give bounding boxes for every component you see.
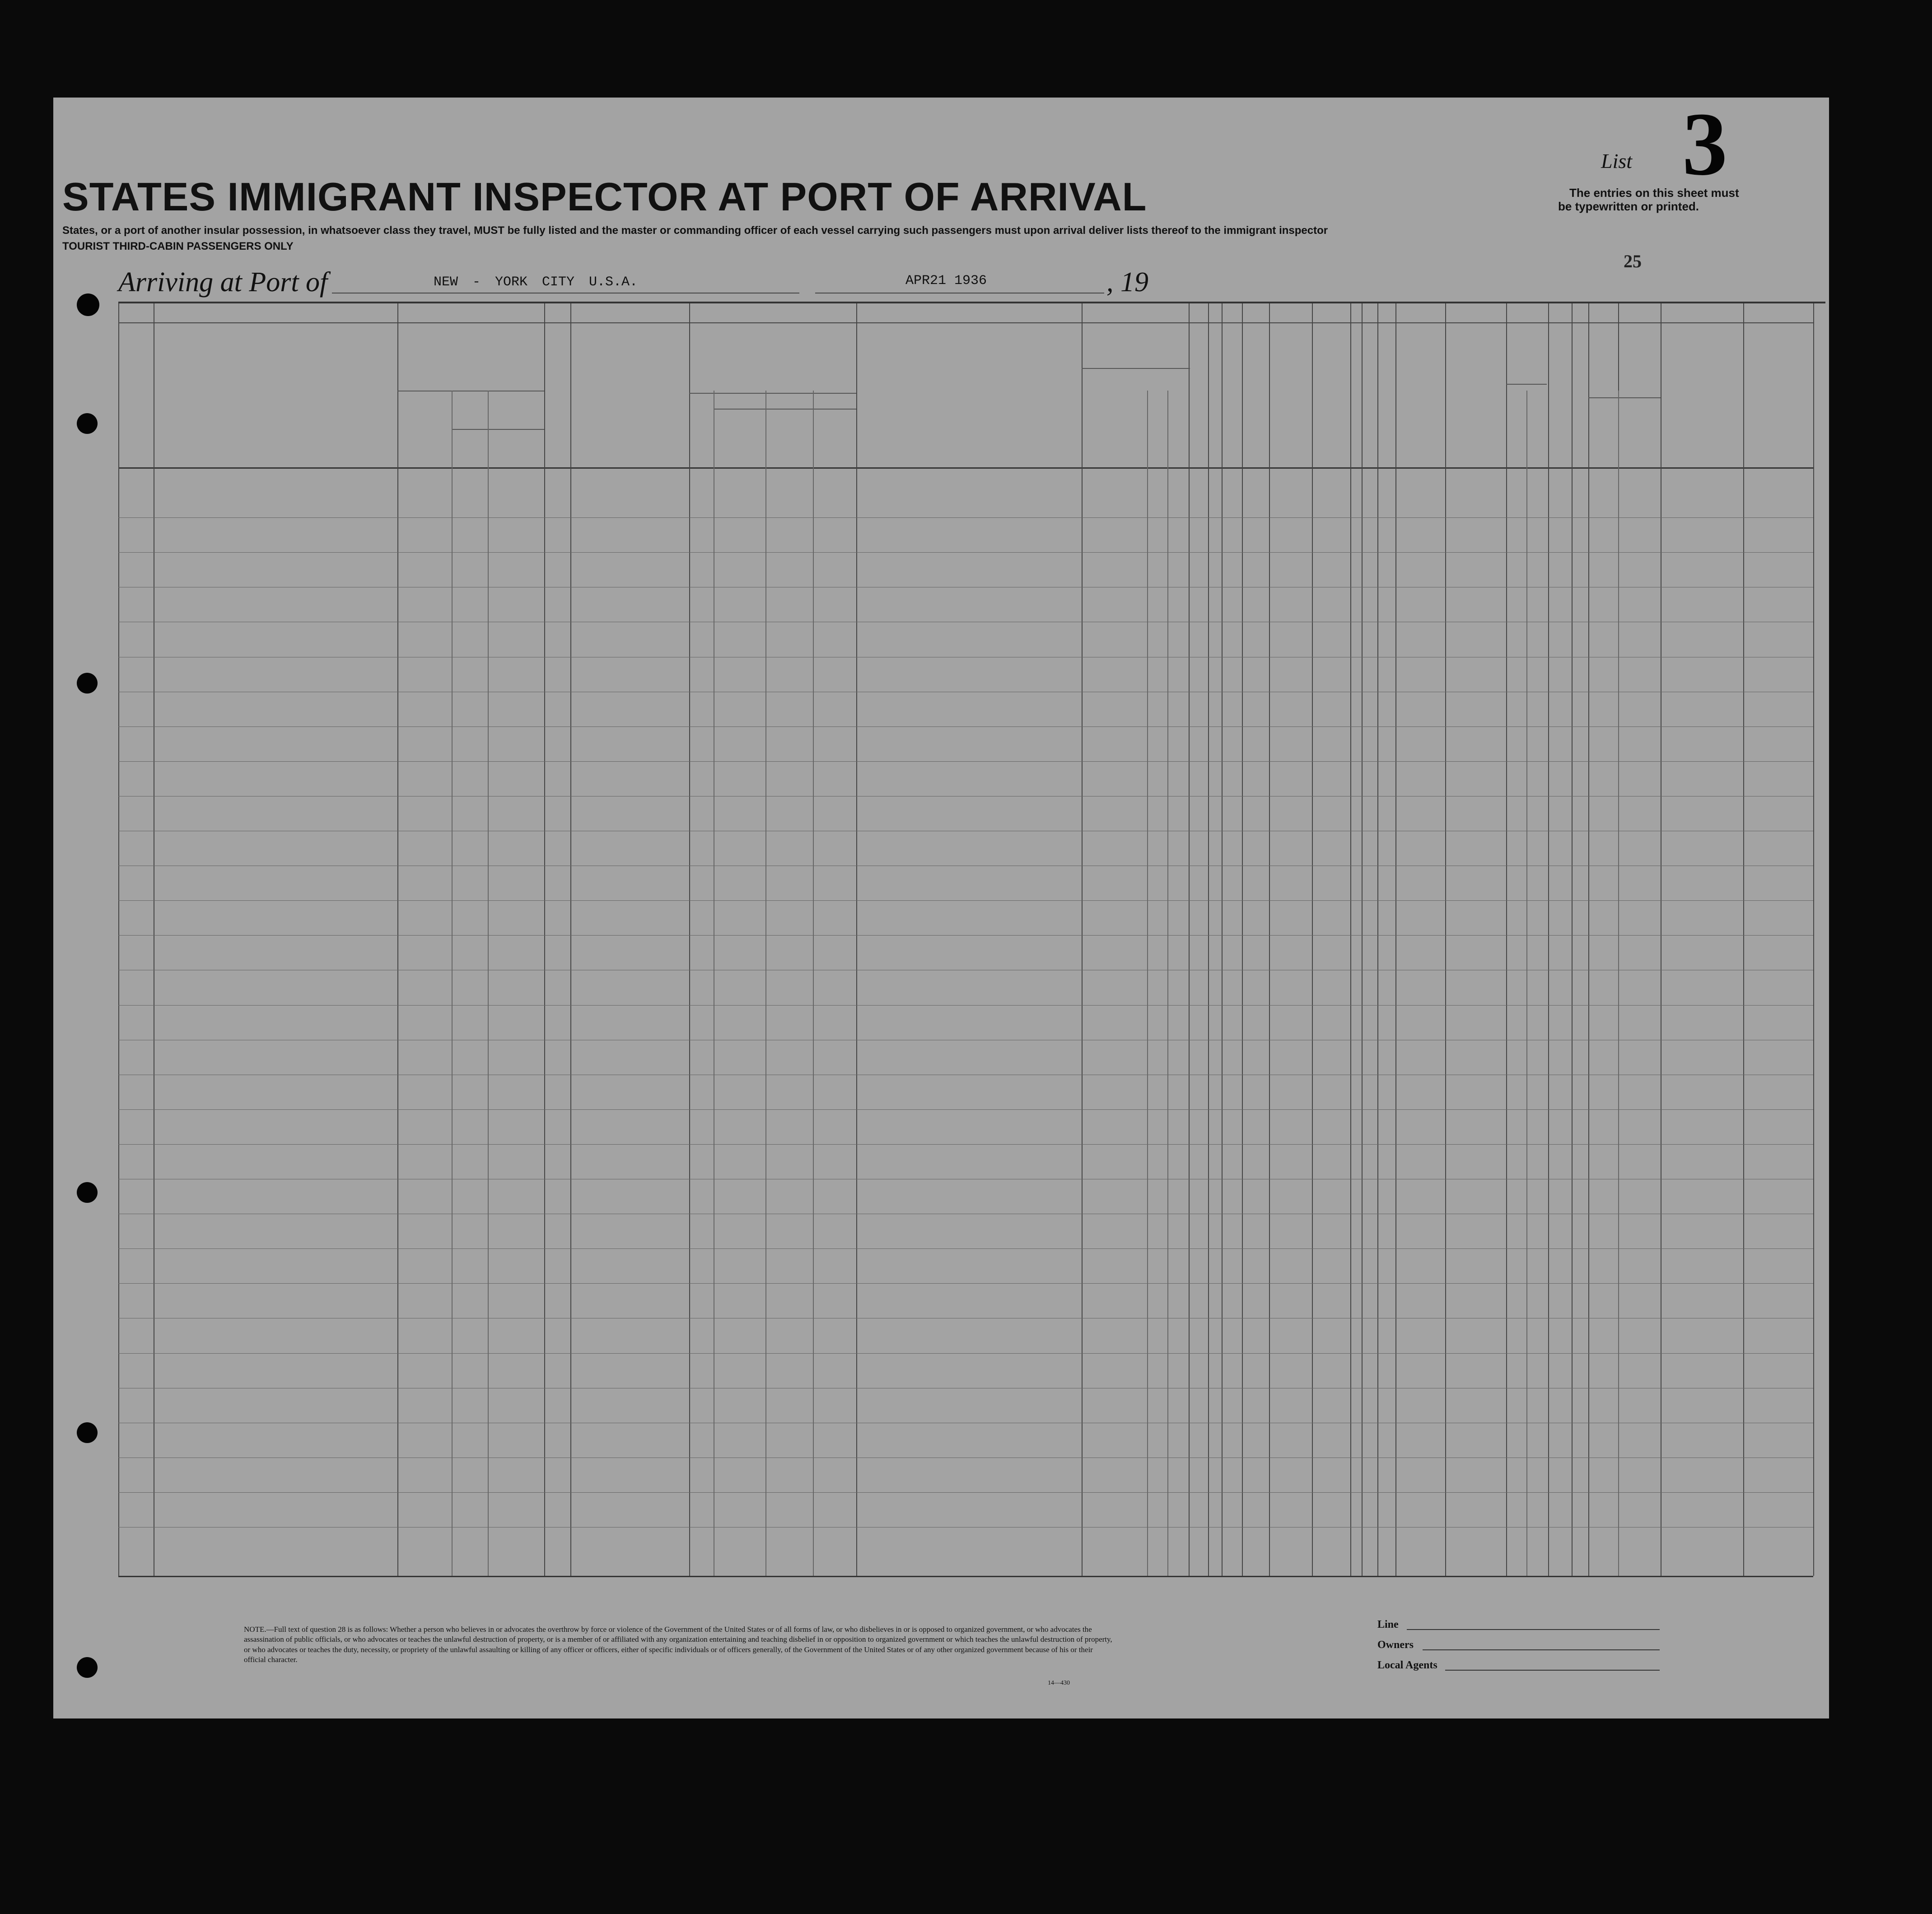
column-rule (1312, 303, 1313, 1576)
subcolumn-rule (813, 391, 814, 1576)
subheader-rule (452, 429, 544, 430)
column-rule (570, 303, 571, 1576)
column-rule (1572, 303, 1573, 1576)
row-rule (118, 1144, 1813, 1145)
row-rule (118, 1109, 1813, 1110)
subcolumn-rule (1618, 391, 1619, 1576)
subheader-rule (1588, 397, 1661, 398)
column-rule (1743, 303, 1744, 1576)
column-rule (544, 303, 545, 1576)
row-rule (118, 1283, 1813, 1284)
column-rule (1377, 303, 1378, 1576)
column-rule (1395, 303, 1396, 1576)
subcolumn-rule (452, 391, 453, 1576)
column-rule (1362, 303, 1363, 1576)
subcolumn-rule (488, 391, 489, 1576)
line-label: Line (1377, 1619, 1399, 1630)
form-title: STATES IMMIGRANT INSPECTOR AT PORT OF ARRIVAL (62, 174, 1147, 219)
column-rule (1548, 303, 1549, 1576)
column-rule (1506, 303, 1507, 1576)
column-rule (397, 303, 398, 1576)
typewritten-note: be typewritten or printed. (1558, 200, 1699, 213)
column-rule (1813, 303, 1814, 1576)
subcolumn-rule (1526, 391, 1527, 1576)
row-rule (118, 1492, 1813, 1493)
subcolumn-rule (1167, 391, 1168, 1576)
port-value: NEW - YORK CITY U.S.A. (434, 275, 638, 290)
column-rule (1189, 303, 1190, 1576)
local-agents-label: Local Agents (1377, 1659, 1437, 1671)
arriving-label: Arriving at Port of (118, 267, 328, 298)
instruction-text: States, or a port of another insular possession, in whatsoever class they travel, MUST be fully listed and the master or commanding officer of each vessel carrying such passengers must upon arrival deliver lists thereof to the immigrant inspector (62, 224, 1328, 237)
row-rule (118, 552, 1813, 553)
subheader-rule (1082, 368, 1190, 369)
subheader-rule (1506, 384, 1547, 385)
table-rule (118, 1576, 1813, 1577)
year-label: , 19 (1106, 267, 1148, 298)
row-rule (118, 935, 1813, 936)
table-rule (118, 322, 1813, 323)
owners-label: Owners (1377, 1639, 1414, 1651)
column-rule (1222, 303, 1223, 1576)
date-value: APR21 1936 (905, 273, 987, 289)
row-rule (118, 761, 1813, 762)
row-rule (118, 517, 1813, 518)
column-rule (1350, 303, 1351, 1576)
row-rule (118, 900, 1813, 901)
typewritten-note: The entries on this sheet must (1569, 186, 1739, 200)
form-code: 14—430 (1048, 1680, 1070, 1686)
owners-field (1423, 1649, 1660, 1650)
question-28-footnote: NOTE.—Full text of question 28 is as follows: Whether a person who believes in or advocates the overthrow by force or violence of the Government of the United States or of all forms of law, or who disbelieves in or is opposed to organized government, or who advocates the assassination of public officials, or who advocates or teaches the unlawful destruction of property, or is a member of or affiliated with any organization entertaining and teaching disbelief in or opposition to organized government or which teaches the unlawful destruction of property, or who advocates or teaches the duty, necessity, or propriety of the unlawful assaulting or killing of any officer or officers, either of specific individuals or of officers generally, of the Government of the United States or of any other organized government because of his or their official character. (244, 1625, 1112, 1664)
local-agents-field (1445, 1670, 1660, 1671)
row-rule (118, 1353, 1813, 1354)
column-rule (1242, 303, 1243, 1576)
column-rule (118, 303, 119, 1576)
list-number: 3 (1682, 94, 1727, 194)
column-rule (1445, 303, 1446, 1576)
column-rule (1208, 303, 1209, 1576)
tourist-class-label: TOURIST THIRD-CABIN PASSENGERS ONLY (62, 240, 294, 252)
column-rule (856, 303, 857, 1576)
column-rule (1588, 303, 1589, 1576)
line-field (1407, 1629, 1660, 1630)
row-rule (118, 726, 1813, 727)
column-rule (689, 303, 690, 1576)
handwritten-sheet-number: 25 (1624, 251, 1642, 271)
list-label: List (1601, 149, 1633, 172)
column-rule (1082, 303, 1083, 1576)
column-rule (1269, 303, 1270, 1576)
row-rule (118, 1005, 1813, 1006)
subcolumn-rule (1147, 391, 1148, 1576)
table-rule (118, 467, 1813, 469)
subheader-rule (714, 409, 856, 410)
row-rule (118, 1248, 1813, 1249)
subcolumn-rule (765, 391, 766, 1576)
